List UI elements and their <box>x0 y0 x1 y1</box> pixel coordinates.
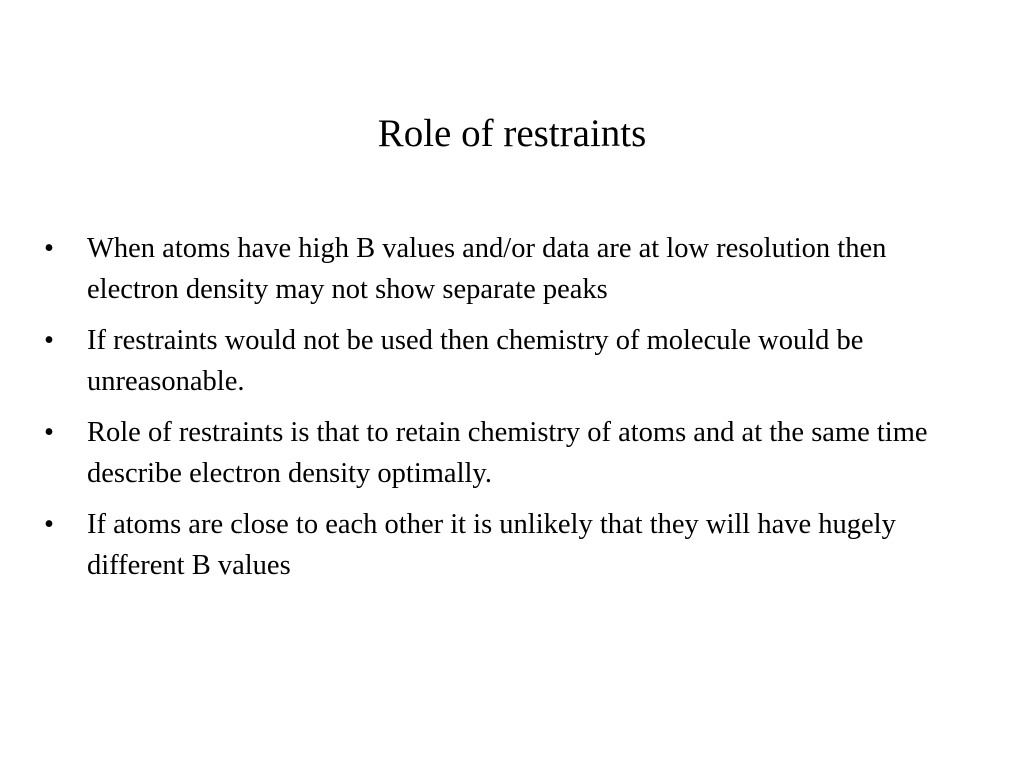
bullet-icon: • <box>44 325 54 356</box>
bullet-text: If atoms are close to each other it is unlikely that they will have hugely different B values <box>87 509 896 581</box>
bullet-text: If restraints would not be used then chemistry of molecule would be unreasonable. <box>87 325 864 397</box>
bullet-icon: • <box>44 417 54 448</box>
slide-title: Role of restraints <box>377 112 647 155</box>
bullet-item-1 <box>44 228 944 310</box>
bullet-text: Role of restraints is that to retain chemistry of atoms and at the same time describe electron density optimally. <box>87 417 928 489</box>
bullet-item-4 <box>44 504 944 586</box>
bullet-list <box>44 228 944 596</box>
bullet-icon: • <box>44 509 54 540</box>
bullet-item-2 <box>44 320 944 402</box>
bullet-item-3 <box>44 412 944 494</box>
bullet-text: When atoms have high B values and/or data are at low resolution then electron density may not show separate peaks <box>87 233 887 305</box>
bullet-icon: • <box>44 233 54 264</box>
